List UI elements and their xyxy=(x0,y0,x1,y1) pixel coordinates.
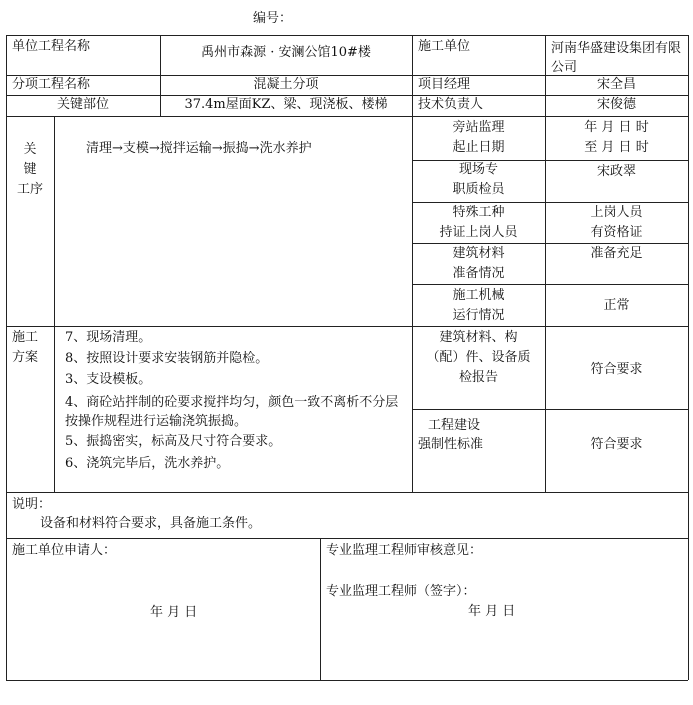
key-process-label-3: 工序 xyxy=(16,182,43,197)
key-process-label-2: 键 xyxy=(23,162,37,177)
project-manager-label: 项目经理 xyxy=(418,77,471,92)
machinery-label-2: 运行情况 xyxy=(452,308,505,323)
tech-lead-label: 技术负责人 xyxy=(418,97,484,112)
tech-lead-value: 宋俊德 xyxy=(596,97,636,112)
plan-item-4: 4、商砼站拌制的砼要求搅拌均匀，颜色一致不离析不分层按操作规程进行运输浇筑振捣。 xyxy=(65,395,399,429)
key-part-label: 关键部位 xyxy=(56,97,109,112)
material-report-value: 符合要求 xyxy=(590,362,643,377)
unit-project-name-label: 单位工程名称 xyxy=(12,39,91,54)
onsite-inspector-value: 宋政翠 xyxy=(596,164,636,179)
review-label: 专业监理工程师审核意见： xyxy=(326,543,483,558)
plan-item-3: 3、支设模板。 xyxy=(65,372,152,387)
sub-project-value: 混凝土分项 xyxy=(253,77,319,92)
notes-label: 说明： xyxy=(12,497,52,512)
applicant-date: 年 月 日 xyxy=(150,605,198,620)
plan-item-1: 7、现场清理。 xyxy=(65,330,152,345)
construction-plan-label-1: 施工 xyxy=(12,330,39,345)
notes-value: 设备和材料符合要求，具备施工条件。 xyxy=(40,516,262,531)
materials-label-2: 准备情况 xyxy=(452,266,505,281)
material-report-label-2: （配）件、设备质 xyxy=(426,350,531,365)
supervision-value-1: 年 月 日 时 xyxy=(584,120,649,135)
doc-number-label: 编号： xyxy=(253,11,293,26)
plan-item-6: 6、浇筑完毕后，洗水养护。 xyxy=(65,456,230,471)
construction-plan-label-2: 方案 xyxy=(12,350,39,365)
plan-item-5: 5、振捣密实，标高及尺寸符合要求。 xyxy=(65,434,282,449)
applicant-label: 施工单位申请人： xyxy=(12,543,117,558)
machinery-value: 正常 xyxy=(603,298,630,313)
special-worker-value-1: 上岗人员 xyxy=(590,205,643,220)
mandatory-std-label-2: 强制性标准 xyxy=(418,437,484,452)
project-manager-value: 宋全昌 xyxy=(596,77,636,92)
special-worker-value-2: 有资格证 xyxy=(590,225,643,240)
machinery-label-1: 施工机械 xyxy=(452,288,505,303)
special-worker-label-2: 持证上岗人员 xyxy=(439,225,518,240)
construction-unit-label: 施工单位 xyxy=(418,39,471,54)
supervision-value-2: 至 月 日 时 xyxy=(584,140,649,155)
materials-value: 准备充足 xyxy=(590,246,643,261)
unit-project-name-value: 禹州市森源 · 安澜公馆10#楼 xyxy=(201,45,371,60)
key-process-label-1: 关 xyxy=(23,142,37,157)
engineer-sign-label: 专业监理工程师（签字）： xyxy=(326,584,476,599)
key-process-value: 清理→支模→搅拌运输→振捣→洗水养护 xyxy=(86,141,312,156)
supervision-label-1: 旁站监理 xyxy=(452,120,505,135)
plan-item-2: 8、按照设计要求安装钢筋并隐检。 xyxy=(65,351,269,366)
mandatory-std-value: 符合要求 xyxy=(590,437,643,452)
construction-unit-value: 河南华盛建设集团有限公司 xyxy=(551,41,682,75)
mandatory-std-label-1: 工程建设 xyxy=(428,418,481,433)
onsite-inspector-label-1: 现场专 xyxy=(458,162,498,177)
special-worker-label-1: 特殊工种 xyxy=(452,205,505,220)
key-part-value: 37.4m屋面KZ、梁、现浇板、楼梯 xyxy=(184,97,388,112)
engineer-date: 年 月 日 xyxy=(468,604,516,619)
materials-label-1: 建筑材料 xyxy=(452,246,505,261)
material-report-label-1: 建筑材料、构 xyxy=(439,330,518,345)
sub-project-label: 分项工程名称 xyxy=(12,77,91,92)
onsite-inspector-label-2: 职质检员 xyxy=(452,182,505,197)
material-report-label-3: 检报告 xyxy=(458,370,498,385)
supervision-label-2: 起止日期 xyxy=(452,140,505,155)
